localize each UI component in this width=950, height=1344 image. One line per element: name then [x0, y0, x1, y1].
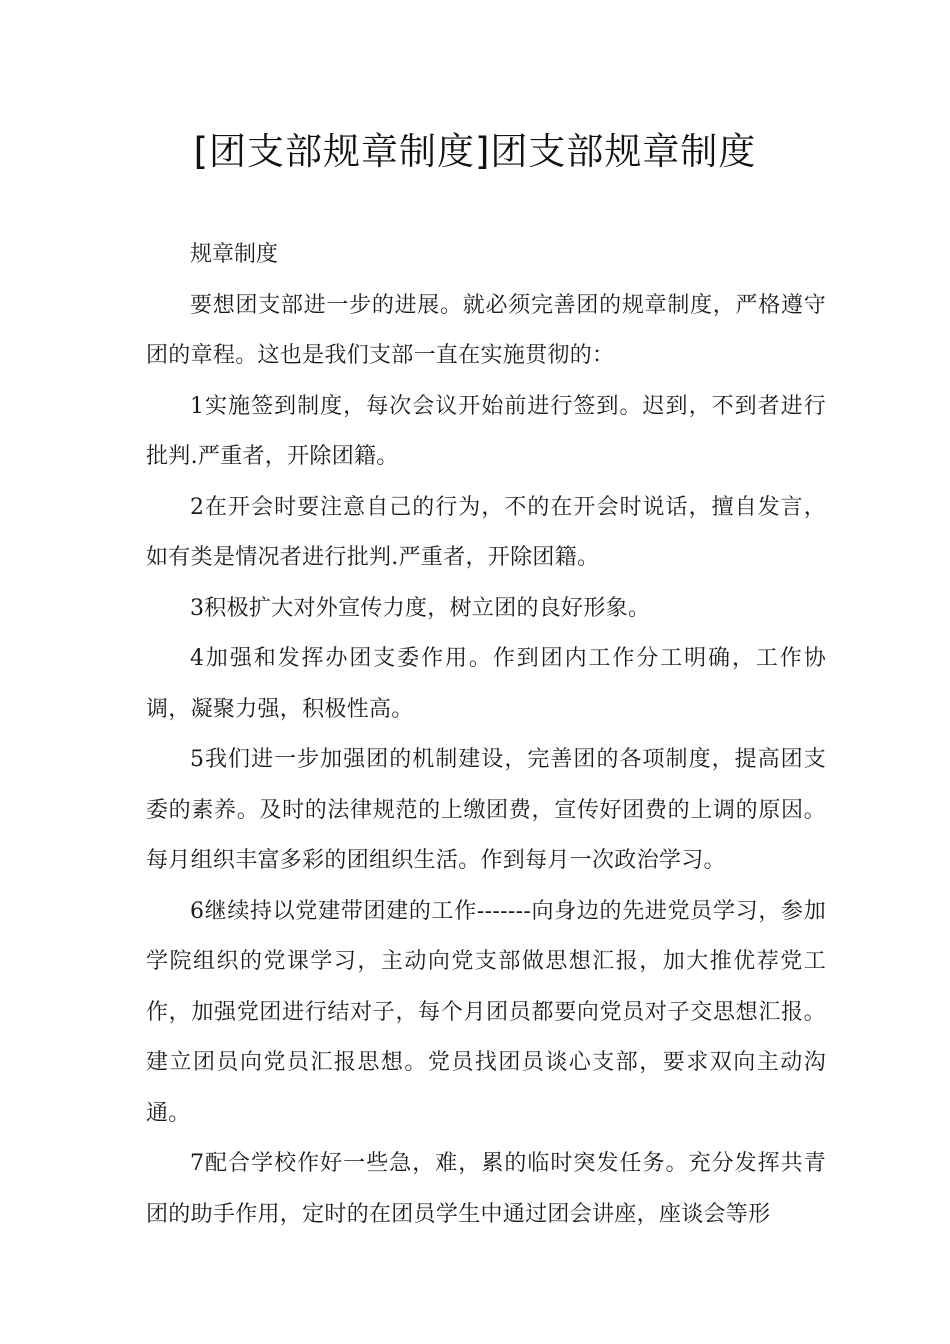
paragraph-item-3: 3积极扩大对外宣传力度，树立团的良好形象。	[190, 595, 651, 621]
paragraph-intro: 要想团支部进一步的进展。就必须完善团的规章制度，严格遵守团的章程。这也是我们支部一直在实施贯彻的：	[146, 292, 826, 368]
section-heading: 规章制度	[190, 242, 279, 267]
document-body	[146, 230, 826, 1240]
paragraph-item-2: 2在开会时要注意自己的行为，不的在开会时说话，擅自发言，如有类是情况者进行批判.严重者，开除团籍。	[146, 494, 826, 570]
paragraph-item-1: 1实施签到制度，每次会议开始前进行签到。迟到，不到者进行批判.严重者，开除团籍。	[146, 393, 826, 469]
paragraph-item-7: 7配合学校作好一些急，难，累的临时突发任务。充分发挥共青团的助手作用，定时的在团员学生中通过团会讲座，座谈会等形	[146, 1151, 826, 1227]
document-title: [团支部规章制度]团支部规章制度	[193, 130, 757, 173]
paragraph-item-5: 5我们进一步加强团的机制建设，完善团的各项制度，提高团支委的素养。及时的法律规范的上缴团费，宣传好团费的上调的原因。每月组织丰富多彩的团组织生活。作到每月一次政治学习。	[146, 747, 826, 873]
paragraph-item-6: 6继续持以党建带团建的工作-------向身边的先进党员学习，参加学院组织的党课学习，主动向党支部做思想汇报，加大推优荐党工作，加强党团进行结对子，每个月团员都要向党员对子交思想汇报。建立团员向党员汇报思想。党员找团员谈心支部，要求双向主动沟通。	[146, 898, 826, 1126]
paragraph-item-4: 4加强和发挥办团支委作用。作到团内工作分工明确，工作协调，凝聚力强，积极性高。	[146, 646, 826, 722]
